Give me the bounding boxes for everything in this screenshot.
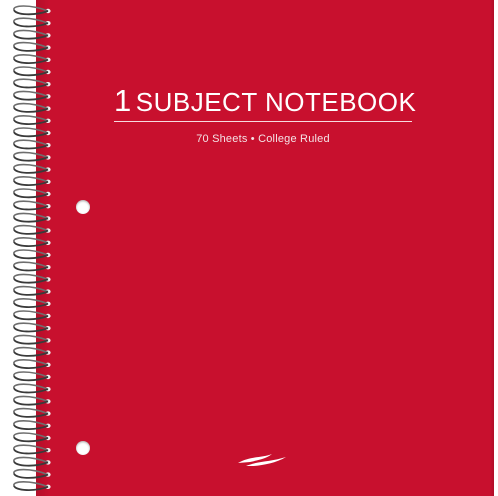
spiral-coil (14, 43, 51, 51)
spiral-coil (14, 457, 51, 465)
spiral-coil (14, 140, 51, 148)
spiral-coil (14, 360, 51, 368)
spiral-coil (14, 335, 51, 343)
notebook-subtitle: 70 Sheets • College Ruled (196, 133, 330, 145)
spiral-coil (14, 348, 51, 356)
spiral-coil (14, 104, 51, 112)
wave-swoosh-icon (236, 450, 288, 468)
spiral-coil (14, 482, 51, 490)
spiral-coil (14, 201, 51, 209)
spiral-coil (14, 116, 51, 124)
spiral-coil (14, 91, 51, 99)
title-rule (114, 121, 412, 122)
spiral-coil (14, 299, 51, 307)
spiral-coil (14, 470, 51, 478)
spiral-coil (14, 152, 51, 160)
spiral-coil (14, 79, 51, 87)
spiral-coil (14, 433, 51, 441)
spiral-coil (14, 6, 51, 14)
spiral-coil (14, 274, 51, 282)
notebook-cover (36, 0, 494, 496)
spiral-coil (14, 250, 51, 258)
spiral-coil (14, 226, 51, 234)
binder-hole-bottom (76, 441, 90, 455)
title-number: 1 (114, 83, 132, 118)
spiral-coil (14, 67, 51, 75)
spiral-coil (14, 323, 51, 331)
spiral-coil (14, 287, 51, 295)
binder-hole-top (76, 200, 90, 214)
spiral-coil (14, 262, 51, 270)
title-text: SUBJECT NOTEBOOK (135, 87, 417, 117)
spiral-coil (14, 177, 51, 185)
cover-edge (490, 0, 494, 496)
spiral-coil (14, 55, 51, 63)
spiral-coil (14, 384, 51, 392)
spiral-coil (14, 238, 51, 246)
spiral-coil (14, 372, 51, 380)
spiral-coil (14, 396, 51, 404)
spiral-coil (14, 409, 51, 417)
title-block (114, 83, 417, 145)
spiral-coil (14, 18, 51, 26)
spiral-coil (14, 445, 51, 453)
spiral-coil (14, 30, 51, 38)
spiral-binding (0, 0, 60, 496)
spiral-coil (14, 165, 51, 173)
spiral-coil (14, 189, 51, 197)
spiral-coil (14, 421, 51, 429)
spiral-coil (14, 213, 51, 221)
spiral-coil (14, 311, 51, 319)
notebook-title (114, 83, 417, 119)
spiral-coil (14, 128, 51, 136)
